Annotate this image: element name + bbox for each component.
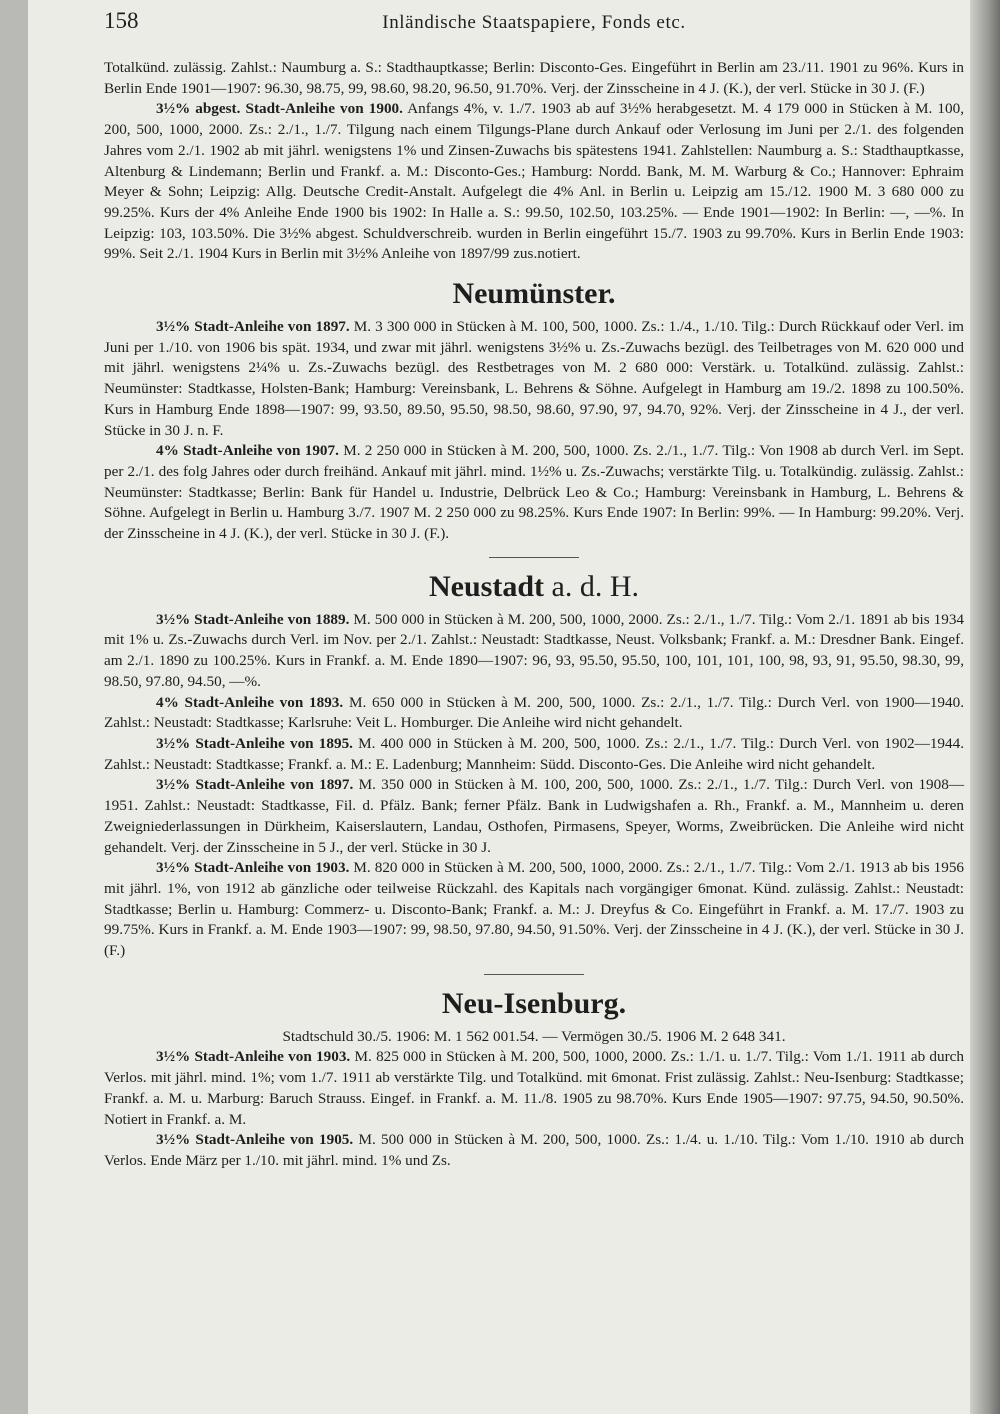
entry-heading: 3½% Stadt-Anleihe von 1895. — [156, 734, 353, 752]
section-divider — [489, 557, 579, 558]
entry-text: M. 350 000 in Stücken à M. 100, 200, 500, 1000. Zs.: 2./1., 1./7. Tilg.: Durch Verl. von 1908—1951. Zahlst.: Neustadt: Stadtkasse, Fil. d. Pfälz. Bank; ferner Pfälz. Bank in Ludwigshafen a. Rh., Frankf. a. M., Mannheim u. deren Zweigniederlassungen in Dürkheim, Kaiserslautern, Landau, Osthofen, Pirmasens, Speyer, Worms, Zweibrücken. Die Anleihe wird nicht gehandelt. Verj. der Zinsscheine in 5 J., der verl. Stücke in 30 J. — [104, 776, 965, 856]
entry-heading: 4% Stadt-Anleihe von 1907. — [156, 442, 339, 460]
city-name: Neustadt — [429, 569, 545, 603]
entry-text: Anfangs 4%, v. 1./7. 1903 ab auf 3½% herabgesetzt. M. 4 179 000 in Stücken à M. 100, 200, 500, 1000, 2000. Zs.: 2./1., 1./7. Tilgung nach einem Tilgungs-Plane durch Ankauf oder Verlosung im Juni per 2./1. des folgenden Jahres vom 2./1. 1902 ab mit jährl. wenigstens 1% und Zinsen-Zuwachs bis spätestens 1941. Zahlstellen: Naumburg a. S.: Stadthauptkasse, Altenburg & Lindemann; Berlin und Frankf. a. M.: Disconto-Ges.; Hamburg: Nordd. Bank, M. M. Warburg & Co.; Hannover: Ephraim Meyer & Sohn; Leipzig: Allg. Deutsche Credit-Anstalt. Aufgelegt die 4% Anl. in Berlin u. Leipzig am 15./12. 1900 M. 3 680 000 zu 99.25%. Kurs der 4% Anleihe Ende 1900 bis 1902: In Halle a. S.: 99.50, 102.50, 103.25%. — Ende 1901—1902: In Berlin: —, —%. In Leipzig: 103, 103.50%. Die 3½% abgest. Schuldverschreib. wurden in Berlin eingeführt 15./7. 1903 zu 99.70%. Kurs in Berlin Ende 1903: 99%. Seit 2./1. 1904 Kurs in Berlin mit 3½% Anleihe von 1897/99 zus.notiert. — [104, 100, 965, 263]
entry-heading: 3½% Stadt-Anleihe von 1903. — [156, 1048, 351, 1066]
entry-neustadt-1893 — [104, 693, 964, 734]
entry-text: M. 3 300 000 in Stücken à M. 100, 500, 1000. Zs.: 1./4., 1./10. Tilg.: Durch Rückkauf oder Verl. im Juni per 1./10. von 1906 bis spät. 1934, und zwar mit jährl. wenigstens 3½% u. Zs.-Zuwachs bezügl. des Teilbetrages von M. 620 000 und mit jährl. wenigstens 2¼% u. Zs.-Zuwachs bezügl. des Restbetrages von M. 2 680 000: Verstärk. u. Totalkünd. zulässig. Zahlst.: Neumünster: Stadtkasse, Holsten-Bank; Hamburg: Vereinsbank, L. Behrens & Söhne. Aufgelegt in Hamburg am 19./2. 1898 zu 100.50%. Kurs in Hamburg Ende 1898—1907: 99, 93.50, 89.50, 95.50, 98.50, 98.60, 97.90, 97, 94.70, 92%. Verj. der Zinsscheine in 4 J., der verl. Stücke in 30 J. n. F. — [104, 318, 964, 439]
entry-heading: 3½% Stadt-Anleihe von 1897. — [156, 318, 350, 336]
entry-neustadt-1895 — [104, 734, 964, 775]
entry-neumuenster-1897 — [104, 317, 964, 441]
entry-neumuenster-1907 — [104, 441, 964, 545]
section-title-neustadt — [104, 570, 964, 604]
entry-naumburg-1900 — [104, 99, 964, 265]
entry-neustadt-1897 — [104, 775, 964, 858]
section-title-neumuenster: Neumünster. — [452, 277, 616, 311]
entry-heading: 4% Stadt-Anleihe von 1893. — [156, 693, 344, 711]
entry-neu-isenburg-1903 — [104, 1047, 964, 1130]
page-body — [104, 58, 964, 1172]
entry-text: M. 400 000 in Stücken à M. 200, 500, 1000. Zs.: 2./1., 1./7. Tilg.: Durch Verl. von 1902—1944. Zahlst.: Neustadt: Stadtkasse; Frankf. a. M.: E. Ladenburg; Mannheim: Südd. Disconto-Ges. Die Anleihe wird nicht gehandelt. — [104, 734, 965, 773]
section-divider — [484, 974, 584, 975]
entry-heading: 3½% Stadt-Anleihe von 1897. — [156, 776, 354, 794]
entry-text: M. 500 000 in Stücken à M. 200, 500, 1000. Zs.: 1./4. u. 1./10. Tilg.: Vom 1./10. 1910 ab durch Verlos. Ende März per 1./10. mit jährl. mind. 1% und Zs. — [104, 1131, 965, 1169]
running-title: Inländische Staatspapiere, Fonds etc. — [382, 12, 686, 33]
entry-text: M. 820 000 in Stücken à M. 200, 500, 1000, 2000. Zs.: 2./1., 1./7. Tilg.: Vom 2./1. 1913 ab bis 1956 mit jährl. 1%, von 1912 ab gänzliche oder teilweise Rückzahl. des Kapitals nach vorgängiger 6monat. Künd. zulässig. Zahlst.: Neustadt: Stadtkasse; Berlin u. Hamburg: Commerz- u. Disconto-Bank; Frankf. a. M.: J. Dreyfus & Co. Eingeführt in Frankf. a. M. 17./7. 1903 zu 99.75%. Kurs in Frankf. a. M. Ende 1903—1907: 99, 98.50, 97.80, 94.50, 91.50%. Verj. der Zinsscheine in 4 J. (K.), der verl. Stücke in 30 J. (F.) — [104, 859, 965, 960]
entry-heading: 3½% Stadt-Anleihe von 1889. — [156, 610, 350, 628]
entry-text: M. 2 250 000 in Stücken à M. 200, 500, 1000. Zs. 2./1., 1./7. Tilg.: Von 1908 ab durch Verl. im Sept. per 2./1. des folg Jahres oder durch freihänd. Ankauf mit jährl. mind. 1½% u. Zs.-Zuwachs; verstärkte Tilg. u. Totalkündig. zulässig. Zahlst.: Neumünster: Stadtkasse; Berlin: Bank für Handel u. Industrie, Delbrück Leo & Co.; Hamburg: Vereinsbank in Hamburg, L. Behrens & Söhne. Aufgelegt in Berlin u. Hamburg 3./7. 1907 M. 2 250 000 zu 98.25%. Kurs Ende 1907: In Berlin: 99%. — In Hamburg: 99.20%. Verj. der Zinsscheine in 4 J. (K.), der verl. Stücke in 30 J. (F.). — [104, 442, 965, 543]
intro-paragraph: Totalkünd. zulässig. Zahlst.: Naumburg a. S.: Stadthauptkasse; Berlin: Disconto-Ges. Eingeführt in Berlin am 23./11. 1901 zu 96%. Kurs in Berlin Ende 1901—1907: 96.30, 98.75, 99, 98.60, 98.20, 96.50, 91.70%. Verj. der Zinsscheine in 4 J. (K.), der verl. Stücke in 30 J. (F.) — [104, 59, 964, 97]
entry-heading: 3½% Stadt-Anleihe von 1905. — [156, 1131, 354, 1149]
entry-neustadt-1889 — [104, 610, 964, 693]
entry-text: M. 825 000 in Stücken à M. 200, 500, 1000, 2000. Zs.: 1./1. u. 1./7. Tilg.: Vom 1./1. 1911 ab durch Verlos. mit jährl. mind. 1%; vom 1./7. 1911 ab verstärkte Tilg. und Totalkünd. mit 6monat. Frist zulässig. Zahlst.: Neu-Isenburg: Stadtkasse; Frankf. a. M. u. Marburg: Baruch Strauss. Eingef. in Frankf. a. M. 11./8. 1905 zu 98.70%. Kurs Ende 1905—1907: 97.75, 94.50, 90.50%. Notiert in Frankf. a. M. — [104, 1048, 965, 1128]
running-header — [104, 8, 964, 42]
entry-neu-isenburg-1905 — [104, 1130, 964, 1171]
entry-text: M. 650 000 in Stücken à M. 200, 500, 1000. Zs.: 2./1., 1./7. Tilg.: Durch Verl. von 1900—1940. Zahlst.: Neustadt: Stadtkasse; Karlsruhe: Veit L. Homburger. Die Anleihe wird nicht gehandelt. — [104, 693, 965, 732]
entry-heading: 3½% abgest. Stadt-Anleihe von 1900. — [156, 100, 403, 118]
entry-heading: 3½% Stadt-Anleihe von 1903. — [156, 859, 350, 877]
entry-text: M. 500 000 in Stücken à M. 200, 500, 1000, 2000. Zs.: 2./1., 1./7. Tilg.: Vom 2./1. 1891 ab bis 1934 mit 1% u. Zs.-Zuwachs durch Verl. im Nov. per 2./1. Zahlst.: Neustadt: Stadtkasse, Neust. Volksbank; Frankf. a. M.: Dresdner Bank. Eingef. am 2./1. 1890 zu 100.25%. Kurs in Frankf. a. M. Ende 1890—1907: 96, 93, 95.50, 95.50, 100, 101, 101, 100, 98, 93, 91, 95.50, 98.30, 99, 98.50, 97.80, 94.50, —%. — [104, 610, 965, 690]
page-edge-shadow — [970, 0, 1000, 1414]
document-page — [28, 0, 970, 1414]
page-number: 158 — [104, 8, 139, 33]
city-suffix: a. d. H. — [551, 569, 639, 603]
entry-neustadt-1903 — [104, 858, 964, 962]
section-title-neu-isenburg: Neu-Isenburg. — [441, 986, 627, 1020]
stadtschuld-line: Stadtschuld 30./5. 1906: M. 1 562 001.54. — Vermögen 30./5. 1906 M. 2 648 341. — [282, 1027, 786, 1045]
